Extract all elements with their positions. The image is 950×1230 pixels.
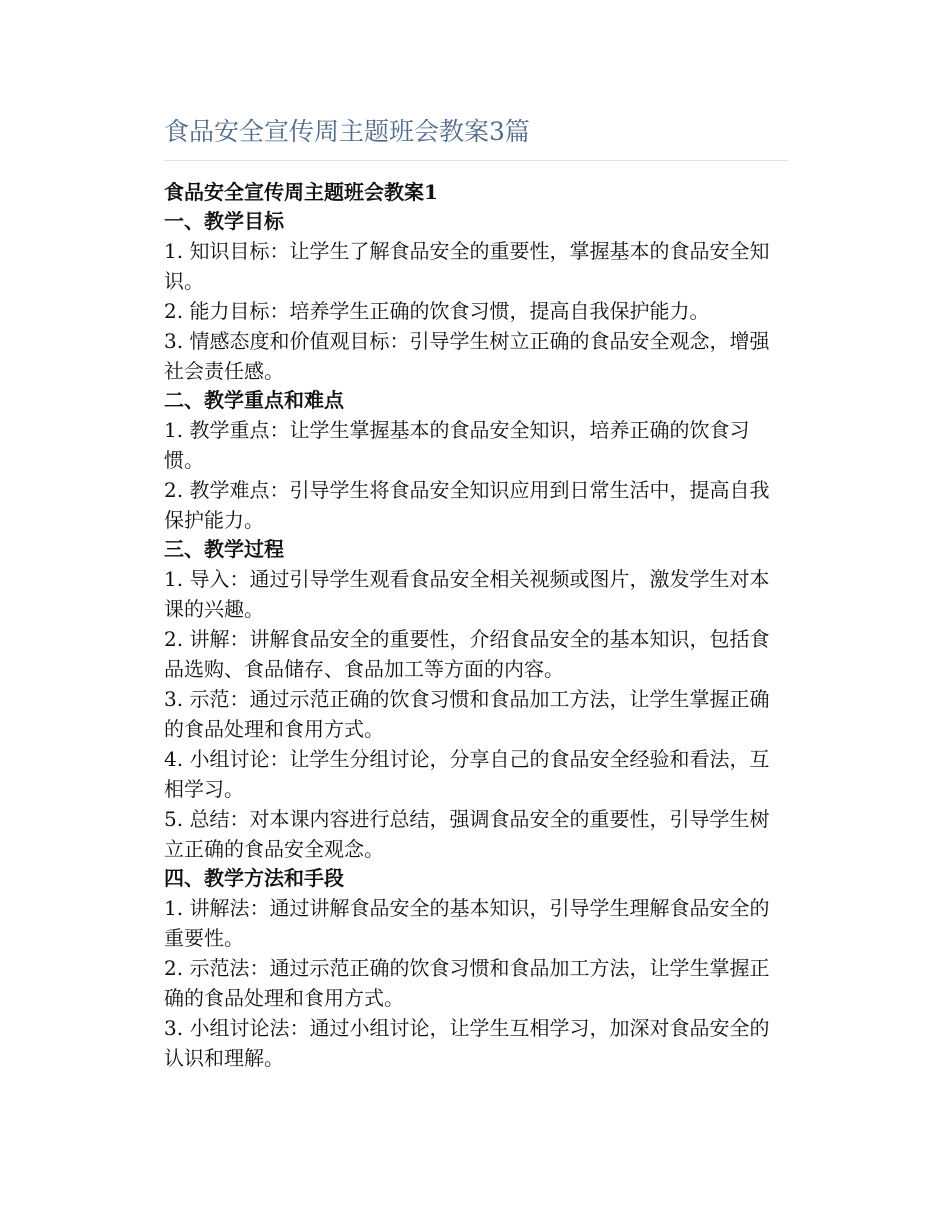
lesson-plan-title: 食品安全宣传周主题班会教案1 bbox=[164, 180, 438, 204]
list-item: 2. 教学难点：引导学生将食品安全知识应用到日常生活中，提高自我保护能力。 bbox=[164, 478, 770, 532]
section-teaching-methods bbox=[164, 864, 788, 1073]
section-teaching-process bbox=[164, 535, 788, 864]
list-item: 3. 情感态度和价值观目标：引导学生树立正确的食品安全观念，增强社会责任感。 bbox=[164, 329, 770, 383]
section-teaching-goals bbox=[164, 207, 788, 386]
list-item: 4. 小组讨论：让学生分组讨论，分享自己的食品安全经验和看法，互相学习。 bbox=[164, 747, 770, 801]
document-page bbox=[164, 112, 788, 1073]
list-item: 2. 示范法：通过示范正确的饮食习惯和食品加工方法，让学生掌握正确的食品处理和食用方式。 bbox=[164, 956, 770, 1010]
section-heading: 四、教学方法和手段 bbox=[164, 866, 344, 890]
section-heading: 一、教学目标 bbox=[164, 209, 284, 233]
list-item: 3. 示范：通过示范正确的饮食习惯和食品加工方法，让学生掌握正确的食品处理和食用方式。 bbox=[164, 687, 770, 741]
list-item: 1. 知识目标：让学生了解食品安全的重要性，掌握基本的食品安全知识。 bbox=[164, 239, 770, 293]
section-heading: 三、教学过程 bbox=[164, 537, 284, 561]
list-item: 1. 讲解法：通过讲解食品安全的基本知识，引导学生理解食品安全的重要性。 bbox=[164, 896, 770, 950]
list-item: 1. 导入：通过引导学生观看食品安全相关视频或图片，激发学生对本课的兴趣。 bbox=[164, 567, 770, 621]
list-item: 5. 总结：对本课内容进行总结，强调食品安全的重要性，引导学生树立正确的食品安全观念。 bbox=[164, 807, 770, 861]
section-heading: 二、教学重点和难点 bbox=[164, 388, 344, 412]
document-title: 食品安全宣传周主题班会教案3篇 bbox=[164, 112, 788, 161]
section-key-points bbox=[164, 386, 788, 535]
document-body bbox=[164, 177, 788, 1073]
list-item: 1. 教学重点：让学生掌握基本的食品安全知识，培养正确的饮食习惯。 bbox=[164, 418, 750, 472]
list-item: 2. 讲解：讲解食品安全的重要性，介绍食品安全的基本知识，包括食品选购、食品储存、食品加工等方面的内容。 bbox=[164, 627, 770, 681]
list-item: 3. 小组讨论法：通过小组讨论，让学生互相学习，加深对食品安全的认识和理解。 bbox=[164, 1016, 770, 1070]
list-item: 2. 能力目标：培养学生正确的饮食习惯，提高自我保护能力。 bbox=[164, 299, 710, 323]
